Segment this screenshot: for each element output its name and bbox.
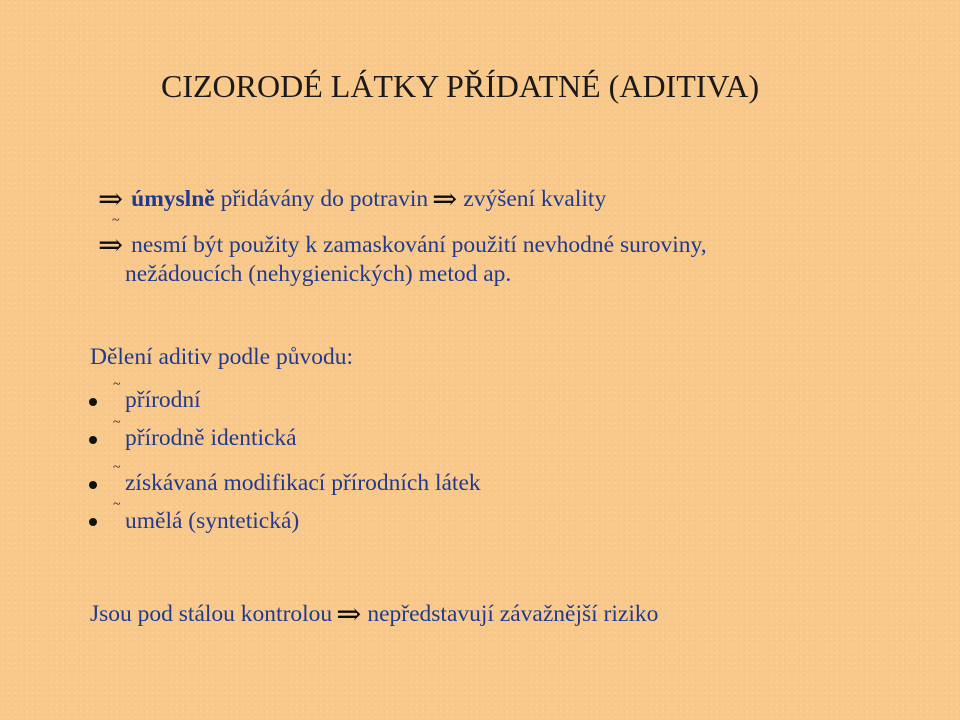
tilde-mark: ~: [113, 460, 121, 475]
division-item-synthetic: umělá (syntetická): [125, 508, 300, 534]
implies-arrow-icon: ⇒: [336, 598, 362, 631]
bullet-icon: [89, 518, 97, 526]
tilde-mark: ~: [113, 415, 121, 430]
quality-increase-text: zvýšení kvality: [463, 186, 607, 212]
division-item-natural: přírodní: [125, 387, 201, 413]
division-item-modified: získávaná modifikací přírodních látek: [125, 470, 481, 496]
tilde-mark: ~: [113, 377, 121, 392]
tilde-mark: ~: [112, 213, 120, 228]
added-to-food-text: přidávány do potravin: [220, 186, 429, 212]
line-intentional: [98, 182, 607, 216]
division-heading: Dělení aditiv podle původu:: [90, 344, 354, 370]
intentional-word: úmyslně: [131, 186, 215, 212]
slide-title: CIZORODÉ LÁTKY PŘÍDATNÉ (ADITIVA): [161, 68, 760, 104]
implies-arrow-icon: ⇒: [98, 183, 124, 216]
bullet-icon: [89, 481, 97, 489]
line-must-not: [98, 228, 707, 262]
implies-arrow-icon: ⇒: [432, 183, 458, 216]
line-under-control: [90, 597, 659, 631]
no-serious-risk-text: nepředstavují závažnější riziko: [367, 601, 659, 627]
bullet-icon: [89, 436, 97, 444]
under-control-text: Jsou pod stálou kontrolou: [90, 601, 333, 627]
implies-arrow-icon: ⇒: [98, 229, 124, 262]
bullet-icon: [89, 398, 97, 406]
division-item-nature-identical: přírodně identická: [125, 425, 297, 451]
must-not-text: nesmí být použity k zamaskování použití nevhodné suroviny,: [131, 232, 707, 258]
tilde-mark: ~: [113, 497, 121, 512]
must-not-continuation: nežádoucích (nehygienických) metod ap.: [125, 261, 512, 287]
